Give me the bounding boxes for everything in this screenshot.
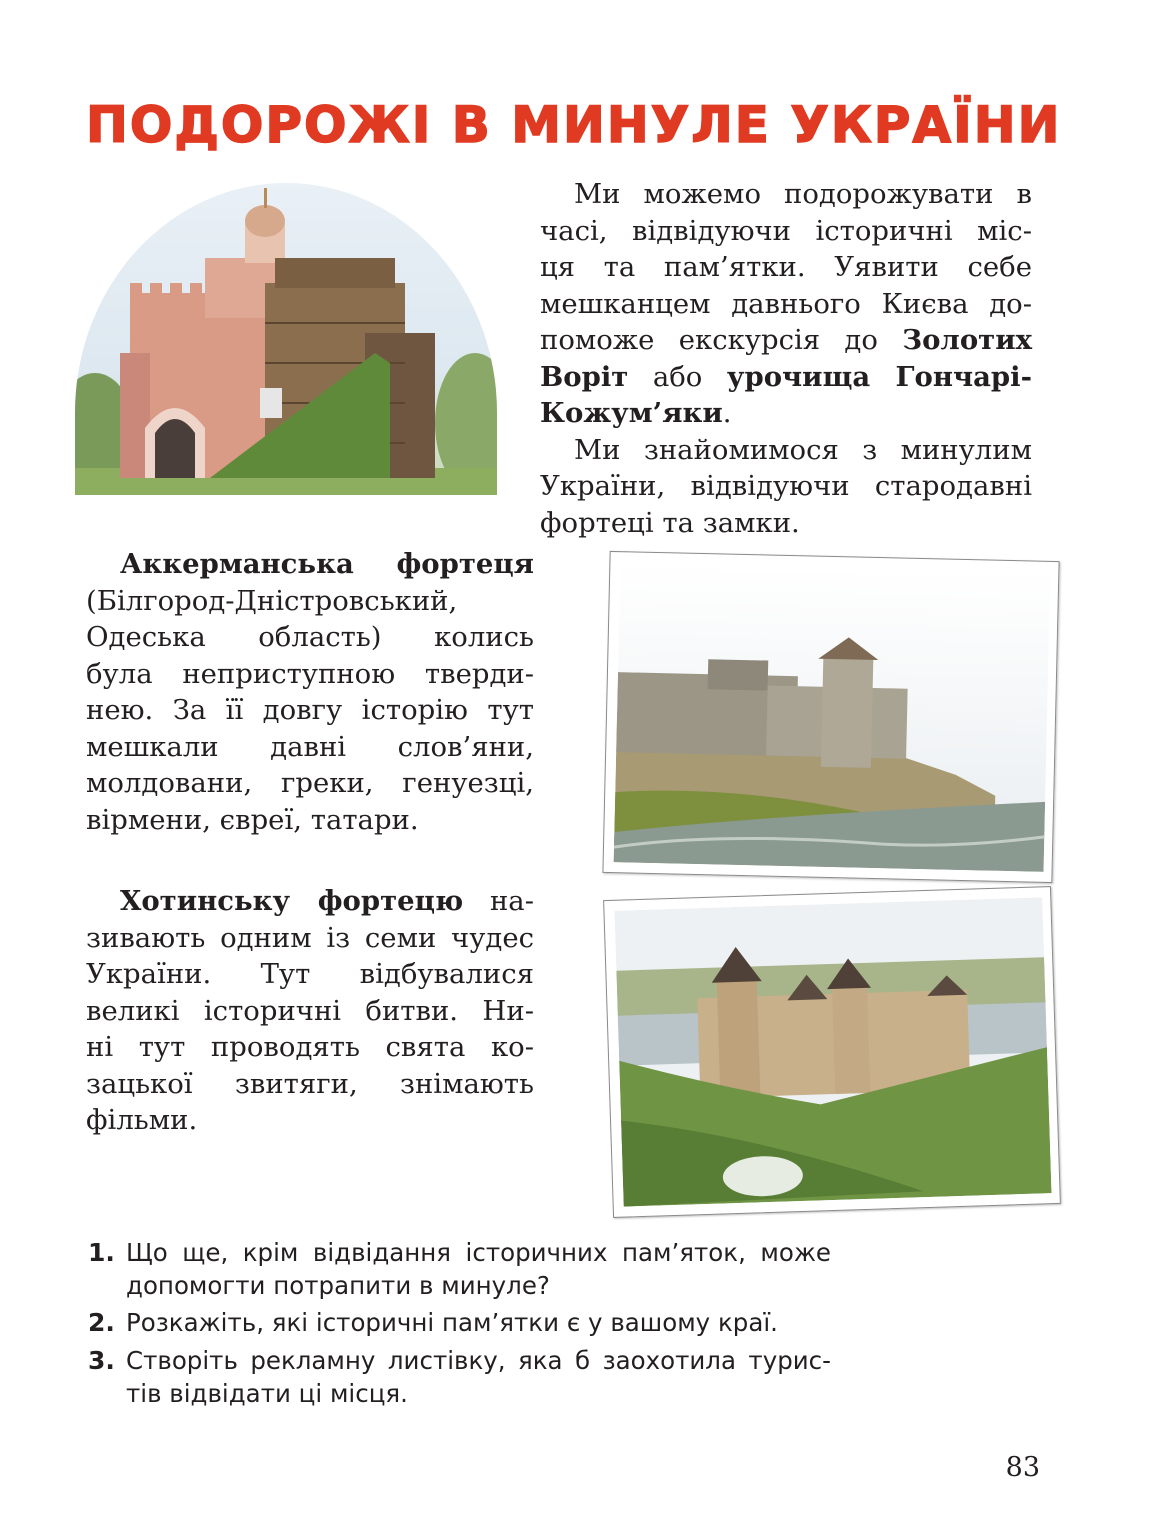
question-number: 3. — [88, 1346, 115, 1375]
question-text: допомогти потрапити в минуле? — [126, 1271, 550, 1300]
khotyn-line: великі історичні битви. Ни- — [86, 994, 534, 1027]
akkerman-line: вірмени, євреї, татари. — [86, 803, 419, 836]
golden-gate-term: Золотих — [902, 324, 1032, 356]
question-text: Створіть рекламну листівку, яка б заохотила турис- — [126, 1346, 831, 1375]
honchari-term: урочища Гончарі- — [726, 360, 1032, 393]
khotyn-term: Хотинську фортецю — [120, 885, 464, 917]
intro-line: Ми можемо подорожувати в — [574, 178, 1032, 210]
intro-line: . — [722, 397, 732, 429]
akkerman-line: Одеська область) колись — [86, 621, 534, 653]
khotyn-line: на- — [463, 885, 534, 917]
intro-line: або — [628, 360, 727, 393]
intro-line: поможе екскурсія до — [540, 324, 903, 356]
honchari-term: Кожум’яки — [540, 397, 723, 429]
intro-paragraph — [540, 176, 1032, 541]
akkerman-paragraph — [86, 546, 534, 838]
golden-gate-term: Воріт — [540, 360, 629, 393]
intro-line: мешканцем давнього Києва до- — [540, 287, 1032, 320]
intro-line: ця та пам’ятки. Уявити себе — [540, 251, 1032, 283]
akkerman-line: була неприступною тверди- — [86, 657, 534, 690]
khotyn-fortress-photo — [603, 886, 1061, 1218]
khotyn-line: фільми. — [86, 1104, 198, 1136]
akkerman-line: мешкали давні слов’яни, — [86, 730, 534, 763]
question-2 — [88, 1306, 848, 1339]
akkerman-fortress-photo — [602, 551, 1059, 883]
akkerman-line: молдовани, греки, генуезці, — [86, 767, 534, 799]
intro-line: часі, відвідуючи історичні міс- — [540, 214, 1032, 247]
akkerman-term: Аккерманська — [120, 548, 354, 580]
akkerman-line: нею. За її довгу історію тут — [86, 694, 534, 726]
question-1 — [88, 1236, 848, 1302]
question-number: 1. — [88, 1238, 115, 1267]
intro-line: України, відвідуючи стародавні — [540, 470, 1032, 502]
akkerman-line: (Білгород-Дністровський, — [86, 584, 458, 617]
golden-gate-image — [75, 183, 497, 495]
khotyn-line: ні тут проводять свята ко- — [86, 1031, 534, 1063]
akkerman-term: фортеця — [396, 548, 534, 580]
khotyn-line: зивають одним із семи чудес — [86, 921, 534, 954]
question-text: Розкажіть, які історичні пам’ятки є у вашому краї. — [126, 1308, 778, 1337]
page-number: 83 — [1005, 1452, 1040, 1483]
khotyn-line: України. Тут відбувалися — [86, 958, 534, 990]
khotyn-line: зацької звитяги, знімають — [86, 1067, 534, 1100]
question-text: Що ще, крім відвідання історичних пам’яток, може — [126, 1238, 831, 1267]
intro-line: фортеці та замки. — [540, 506, 800, 539]
question-number: 2. — [88, 1308, 115, 1337]
page-title: ПОДОРОЖІ В МИНУЛЕ УКРАЇНИ — [86, 96, 1062, 154]
question-3 — [88, 1344, 848, 1410]
intro-line: Ми знайомимося з минулим — [574, 433, 1032, 466]
question-text: тів відвідати ці місця. — [126, 1379, 408, 1408]
khotyn-paragraph — [86, 883, 534, 1139]
